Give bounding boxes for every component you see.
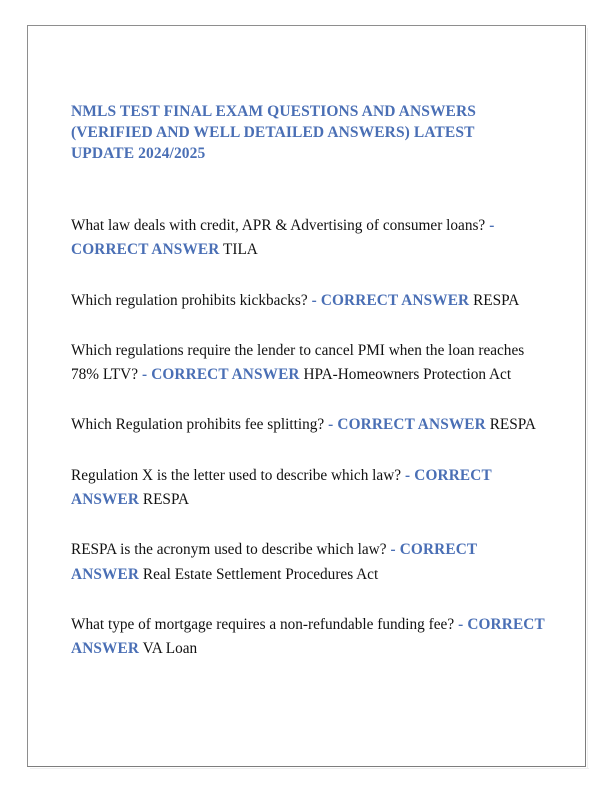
answer-separator: -	[137, 366, 152, 384]
qa-block	[71, 464, 547, 513]
correct-answer-tag: CORRECT ANSWER	[151, 366, 300, 384]
qa-block	[71, 538, 547, 587]
question-text: RESPA is the acronym used to describe which law?	[71, 541, 387, 559]
answer-separator: -	[307, 291, 321, 309]
question-text: Which regulation prohibits kickbacks?	[71, 291, 308, 309]
question-text: Which regulations require the lender to cancel PMI when the loan reaches 78% LTV?	[71, 341, 525, 384]
answer-separator: -	[386, 541, 400, 559]
answer-text: RESPA	[473, 291, 520, 309]
correct-answer-tag: CORRECT ANSWER	[71, 615, 545, 658]
document-body	[71, 101, 547, 662]
correct-answer-tag: CORRECT ANSWER	[71, 241, 220, 259]
page-shadow-right	[587, 28, 588, 768]
page-title: NMLS TEST FINAL EXAM QUESTIONS AND ANSWERS (VERIFIED AND WELL DETAILED ANSWERS) LATEST UPDATE 2024/2025	[71, 103, 477, 162]
answer-text: HPA-Homeowners Protection Act	[303, 366, 512, 384]
question-text: What law deals with credit, APR & Advertising of consumer loans?	[71, 217, 486, 234]
question-answer-list	[71, 214, 547, 662]
answer-separator: -	[485, 217, 495, 234]
qa-block	[71, 214, 547, 263]
answer-separator: -	[401, 466, 415, 484]
correct-answer-tag: CORRECT ANSWER	[337, 416, 486, 434]
answer-text: Real Estate Settlement Procedures Act	[142, 565, 379, 583]
correct-answer-tag: CORRECT ANSWER	[71, 541, 477, 583]
answer-separator: -	[454, 615, 468, 633]
answer-text: RESPA	[142, 491, 190, 509]
answer-separator: -	[324, 416, 338, 434]
document-page	[27, 25, 586, 767]
answer-text: VA Loan	[142, 640, 198, 658]
correct-answer-tag: CORRECT ANSWER	[71, 466, 492, 509]
page-shadow-bottom	[30, 768, 589, 769]
answer-text: RESPA	[489, 416, 536, 434]
qa-block	[71, 339, 547, 388]
question-text: Regulation X is the letter used to describe which law?	[71, 466, 402, 484]
correct-answer-tag: CORRECT ANSWER	[320, 291, 470, 309]
qa-block	[71, 613, 547, 662]
qa-block	[71, 413, 547, 437]
answer-text: TILA	[223, 241, 258, 259]
qa-block	[71, 289, 547, 313]
question-text: What type of mortgage requires a non-refundable funding fee?	[71, 615, 455, 633]
question-text: Which Regulation prohibits fee splitting?	[71, 416, 325, 434]
